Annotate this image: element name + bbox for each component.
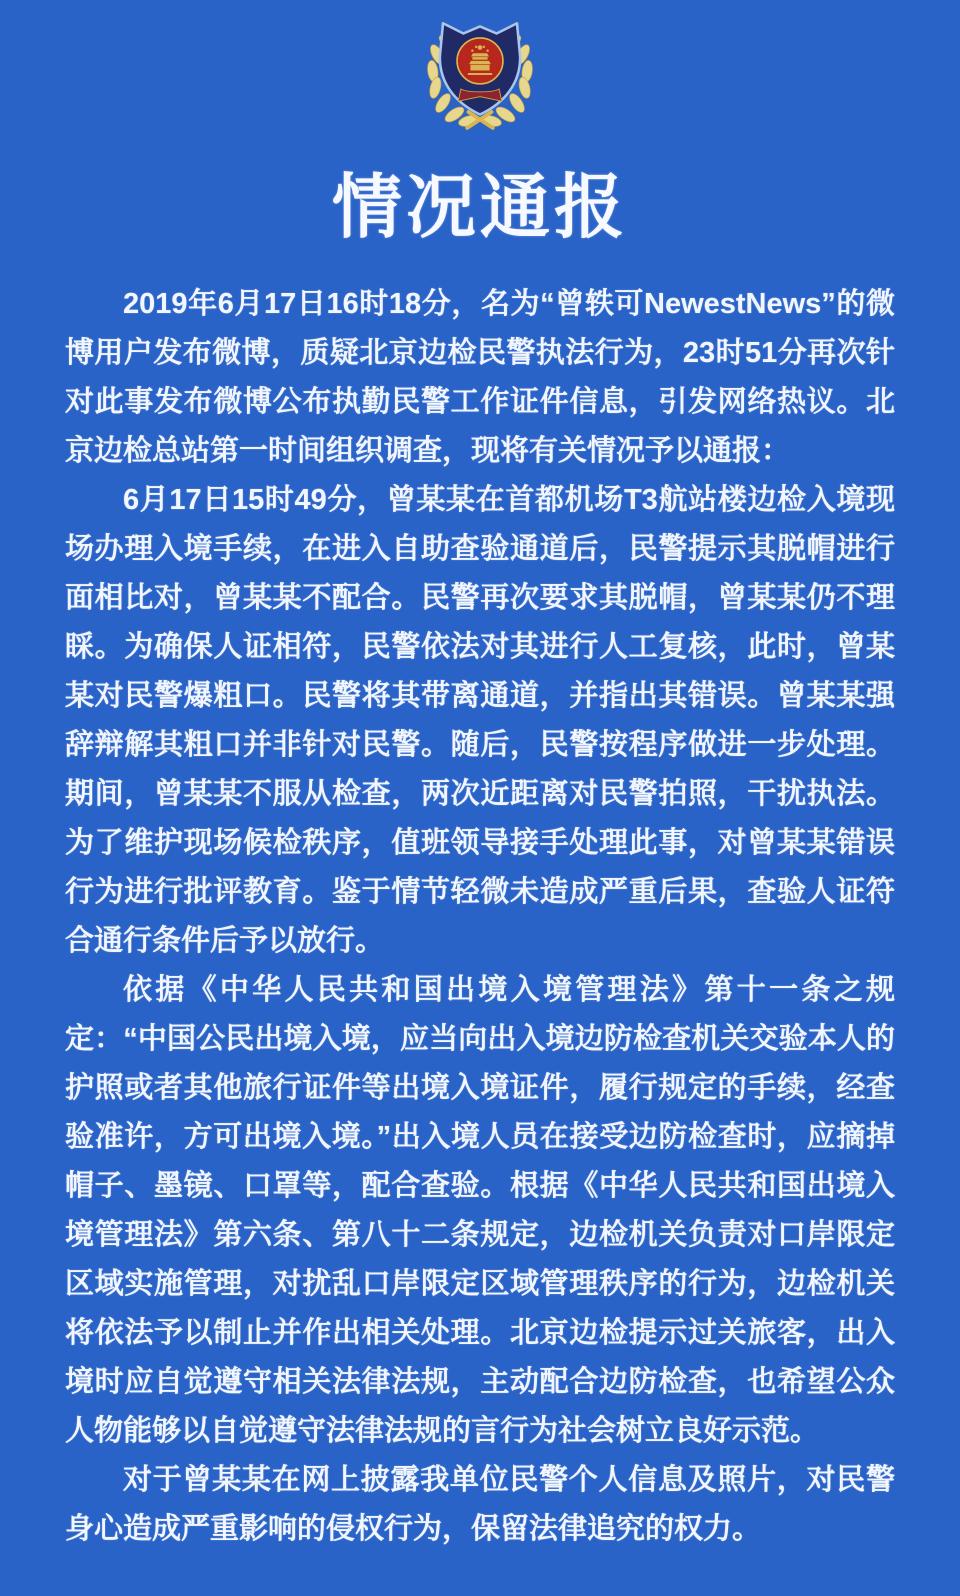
notice-paragraph-1: 2019年6月17日16时18分，名为“曾轶可NewestNews”的微博用户发布微博，质疑北京边检民警执法行为，23时51分再次针对此事发布微博公布执勤民警工作证件信息，引发网络热议。北京边检总站第一时间组织调查，现将有关情况予以通报： (65, 288, 895, 467)
notice-paragraph-2: 6月17日15时49分，曾某某在首都机场T3航站楼边检入境现场办理入境手续，在进入自助查验通道后，民警提示其脱帽进行面相比对，曾某某不配合。民警再次要求其脱帽，曾某某仍不理睬。为确保人证相符，民警依法对其进行人工复核，此时，曾某某对民警爆粗口。民警将其带离通道，并指出其错误。曾某某强辞辩解其粗口并非针对民警。随后，民警按程序做进一步处理。期间，曾某某不服从检查，两次近距离对民警拍照，干扰执法。为了维护现场候检秩序，值班领导接手处理此事，对曾某某错误行为进行批评教育。鉴于情节轻微未造成严重后果，查验人证符合通行条件后予以放行。 (65, 484, 895, 957)
notice-title: 情况通报 (332, 168, 628, 246)
emblem-container (0, 0, 960, 138)
police-badge-icon (416, 15, 544, 133)
notice-paragraph-3: 依据《中华人民共和国出境入境管理法》第十一条之规定：“中国公民出境入境，应当向出入境边防检查机关交验本人的护照或者其他旅行证件等出境入境证件，履行规定的手续，经查验准许，方可出境入境。”出入境人员在接受边防检查时，应摘掉帽子、墨镜、口罩等，配合查验。根据《中华人民共和国出境入境管理法》第六条、第八十二条规定，边检机关负责对口岸限定区域实施管理，对扰乱口岸限定区域管理秩序的行为，边检机关将依法予以制止并作出相关处理。北京边检提示过关旅客，出入境时应自觉遵守相关法律法规，主动配合边防检查，也希望公众人物能够以自觉遵守法律法规的言行为社会树立良好示范。 (65, 974, 895, 1447)
notice-body (65, 280, 895, 1554)
notice-paragraph-4: 对于曾某某在网上披露我单位民警个人信息及照片，对民警身心造成严重影响的侵权行为，保留法律追究的权力。 (65, 1464, 895, 1545)
